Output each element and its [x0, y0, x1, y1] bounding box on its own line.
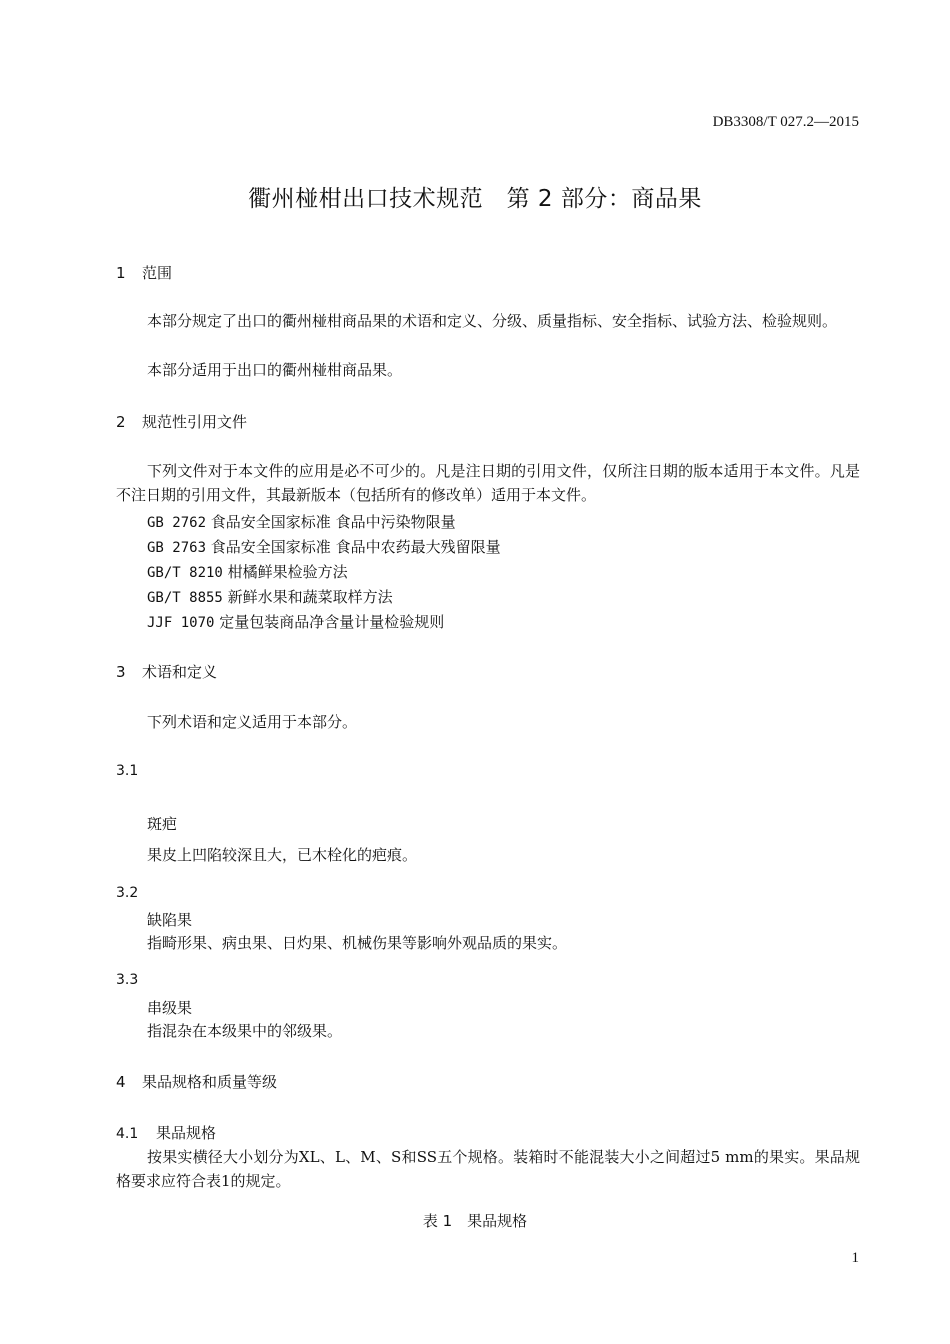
- reference-code: GB 2763: [147, 540, 207, 556]
- section-number: 1: [116, 264, 126, 282]
- term-name: 斑疤: [147, 815, 178, 833]
- subsection-number: 4.1: [116, 1126, 139, 1142]
- section-2-paragraph-1: 下列文件对于本文件的应用是必不可少的。凡是注日期的引用文件，仅所注日期的版本适用于本文件。凡是不注日期的引用文件，其最新版本（包括所有的修改单）适用于本文件。: [116, 462, 860, 504]
- reference-code: GB/T 8855: [147, 590, 223, 606]
- section-number: 3: [116, 663, 126, 681]
- reference-name: 食品安全国家标准 食品中污染物限量: [210, 513, 456, 531]
- term-definition: 果皮上凹陷较深且大，已木栓化的疤痕。: [147, 846, 418, 864]
- section-number: 4: [116, 1073, 126, 1091]
- subsection-title: 果品规格: [156, 1124, 217, 1142]
- term-definition: 指畸形果、病虫果、日灼果、机械伤果等影响外观品质的果实。: [147, 934, 568, 952]
- section-3-heading: [116, 661, 217, 682]
- term-name: 串级果: [147, 999, 193, 1017]
- section-title: 果品规格和质量等级: [142, 1073, 278, 1091]
- reference-item: [147, 561, 348, 582]
- section-1-paragraph-2: 本部分适用于出口的衢州椪柑商品果。: [147, 361, 403, 379]
- section-2-heading: [116, 411, 247, 432]
- subsection-4-1-heading: [116, 1122, 216, 1143]
- section-number: 2: [116, 413, 126, 431]
- document-title: 衢州椪柑出口技术规范 第 2 部分：商品果: [248, 186, 702, 212]
- reference-item: [147, 611, 444, 632]
- term-number: 3.3: [116, 972, 139, 988]
- term-definition: 指混杂在本级果中的邻级果。: [147, 1022, 343, 1040]
- term-number: 3.1: [116, 763, 139, 779]
- section-1-heading: [116, 262, 172, 283]
- reference-name: 柑橘鲜果检验方法: [227, 563, 348, 581]
- subsection-4-1-paragraph: 按果实横径大小划分为XL、L、M、S和SS五个规格。装箱时不能混装大小之间超过5 mm的果实。果品规格要求应符合表1的规定。: [116, 1148, 860, 1190]
- section-1-paragraph-1: 本部分规定了出口的衢州椪柑商品果的术语和定义、分级、质量指标、安全指标、试验方法、检验规则。: [147, 312, 838, 330]
- reference-name: 食品安全国家标准 食品中农药最大残留限量: [210, 538, 501, 556]
- reference-item: [147, 586, 393, 607]
- reference-code: GB/T 8210: [147, 565, 223, 581]
- term-number: 3.2: [116, 885, 139, 901]
- document-code: DB3308/T 027.2—2015: [712, 114, 859, 130]
- term-name: 缺陷果: [147, 911, 193, 929]
- section-4-heading: [116, 1071, 277, 1092]
- section-title: 术语和定义: [142, 663, 218, 681]
- section-3-intro: 下列术语和定义适用于本部分。: [147, 713, 358, 731]
- reference-name: 新鲜水果和蔬菜取样方法: [227, 588, 393, 606]
- reference-code: GB 2762: [147, 515, 207, 531]
- table-caption: 表 1 果品规格: [422, 1212, 528, 1230]
- reference-name: 定量包装商品净含量计量检验规则: [219, 613, 445, 631]
- reference-item: [147, 511, 456, 532]
- section-title: 范围: [142, 264, 173, 282]
- reference-code: JJF 1070: [147, 615, 215, 631]
- reference-item: [147, 536, 501, 557]
- section-title: 规范性引用文件: [142, 413, 248, 431]
- page-number: 1: [851, 1250, 859, 1266]
